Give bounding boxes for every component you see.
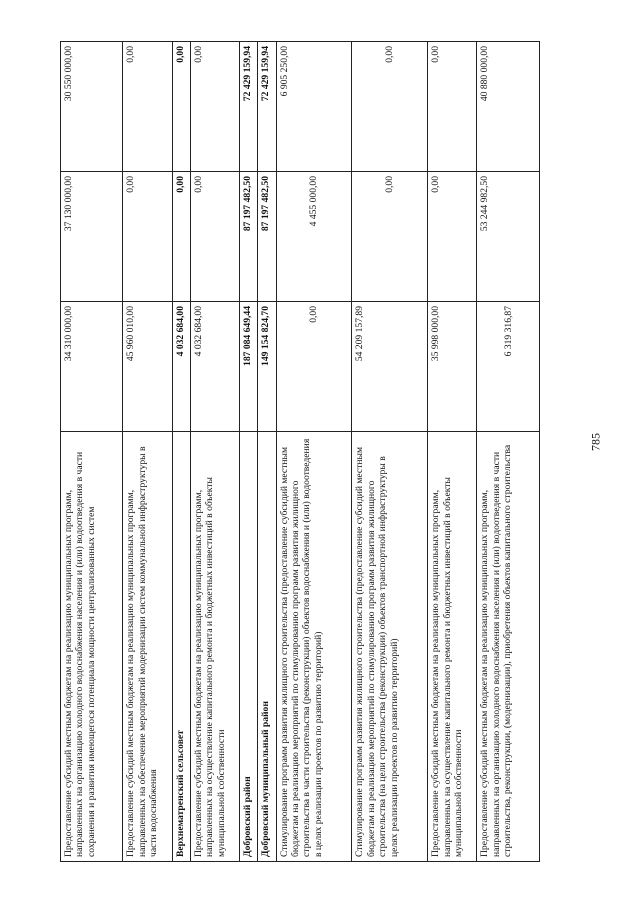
- row-value-2: 87 197 482,50: [239, 172, 257, 302]
- table-row: [428, 42, 477, 862]
- row-value-1: 149 154 824,70: [258, 302, 276, 432]
- row-value-2: 37 130 000,00: [61, 172, 123, 302]
- row-value-3: 0,00: [428, 42, 477, 172]
- row-description: Добровский муниципальный район: [258, 432, 276, 862]
- row-value-3: 72 429 159,94: [258, 42, 276, 172]
- budget-table: [60, 41, 540, 862]
- row-description: Стимулирование программ развития жилищного строительства (предоставление субсидий местным бюджетам на реализацию мероприятий по стимулированию программ развития жилищного строительства в части строительства (реконструкции) объектов водоснабжения и (или) водоотведения в целях реализации проектов по развитию территорий): [276, 432, 352, 862]
- row-value-3: 0,00: [190, 42, 239, 172]
- table-container: [60, 42, 540, 862]
- table-row: [61, 42, 123, 862]
- row-value-3: 0,00: [123, 42, 172, 172]
- row-value-1: 4 032 684,00: [190, 302, 239, 432]
- row-description: Добровский район: [239, 432, 257, 862]
- table-row: [190, 42, 239, 862]
- page-number: 785: [588, 433, 603, 451]
- row-value-3: 0,00: [352, 42, 428, 172]
- table-body: [61, 42, 540, 862]
- row-value-1: 34 310 000,00: [61, 302, 123, 432]
- row-value-2: 0,00: [428, 172, 477, 302]
- row-value-2: 0,00: [172, 172, 190, 302]
- row-description: Верхнематренский сельсовет: [172, 432, 190, 862]
- table-row: [123, 42, 172, 862]
- row-value-3: 72 429 159,94: [239, 42, 257, 172]
- row-value-2: 0,00: [352, 172, 428, 302]
- row-value-2: 4 455 000,00: [276, 172, 352, 302]
- row-value-1: 0,00: [276, 302, 352, 432]
- row-value-1: 4 032 684,00: [172, 302, 190, 432]
- table-row: [477, 42, 540, 862]
- row-value-1: 187 084 649,44: [239, 302, 257, 432]
- table-row: [239, 42, 257, 862]
- row-value-2: 53 244 982,50: [477, 172, 540, 302]
- row-value-1: 6 319 316,87: [477, 302, 540, 432]
- row-value-1: 35 998 000,00: [428, 302, 477, 432]
- row-value-3: 0,00: [172, 42, 190, 172]
- row-value-1: 45 960 010,00: [123, 302, 172, 432]
- table-row: [172, 42, 190, 862]
- row-description: Предоставление субсидий местным бюджетам на реализацию муниципальных программ, направленных на организацию холодного водоснабжения населения и (или) водоотведения в части строительства, реконструкции, (модернизации), приобретения объектов капитального строительства: [477, 432, 540, 862]
- row-description: Стимулирование программ развития жилищного строительства (предоставление субсидий местным бюджетам на реализацию мероприятий по стимулированию программ развития жилищного строительства (на цели строительства (реконструкции) объектов транспортной инфраструктуры в целях реализации проектов по развитию территорий): [352, 432, 428, 862]
- row-value-1: 54 209 157,89: [352, 302, 428, 432]
- row-value-3: 40 880 000,00: [477, 42, 540, 172]
- rotated-table-frame: [60, 42, 540, 862]
- row-description: Предоставление субсидий местным бюджетам на реализацию муниципальных программ, направленных на осуществление капитального ремонта и бюджетных инвестиций в объекты муниципальной собственности: [428, 432, 477, 862]
- table-row: [258, 42, 276, 862]
- row-description: Предоставление субсидий местным бюджетам на реализацию муниципальных программ, направленных на осуществление капитального ремонта и бюджетных инвестиций в объекты муниципальной собственности: [190, 432, 239, 862]
- row-value-3: 30 550 000,00: [61, 42, 123, 172]
- row-value-2: 87 197 482,50: [258, 172, 276, 302]
- row-description: Предоставление субсидий местным бюджетам на реализацию муниципальных программ, направленных на обеспечение мероприятий модернизации систем коммунальной инфраструктуры в части водоснабжения: [123, 432, 172, 862]
- table-row: [352, 42, 428, 862]
- row-value-2: 0,00: [190, 172, 239, 302]
- row-value-3: 6 905 250,00: [276, 42, 352, 172]
- row-value-2: 0,00: [123, 172, 172, 302]
- row-description: Предоставление субсидий местным бюджетам на реализацию муниципальных программ, направленных на организацию холодного водоснабжения населения и (или) водоотведения в части сохранения и развития имеющегося потенциала мощности централизованных систем: [61, 432, 123, 862]
- table-row: [276, 42, 352, 862]
